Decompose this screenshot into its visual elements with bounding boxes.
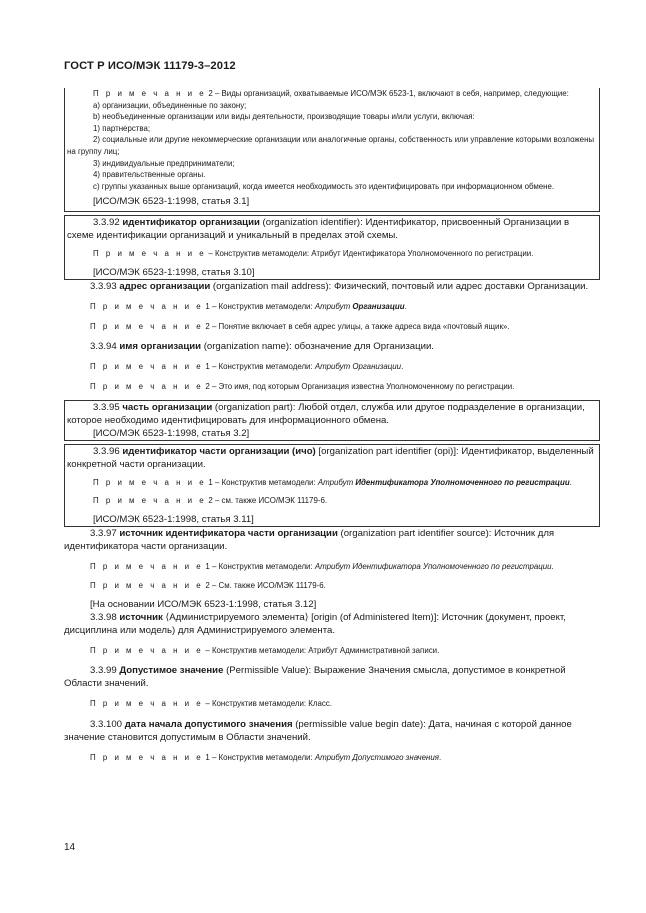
entry-definition: 3.3.92 идентификатор организации (organization identifier): Идентификатор, присвоенный Организации в схеме идентификации организаций и уникальный в пределах этой схемы. xyxy=(67,217,570,242)
source-reference: [ИСО/МЭК 6523-1:1998, статья 3.1] xyxy=(93,196,250,208)
page-number: 14 xyxy=(64,842,76,853)
page-content xyxy=(64,88,600,763)
list-item: 2) социальные или другие некоммерческие организации или аналогичные органы, собственность или управление которыми возложены на группу лиц; xyxy=(67,135,595,156)
note-paragraph: П р и м е ч а н и е 2 – Виды организаций, охватываемые ИСО/МЭК 6523-1, включают в себя, например, следующие: xyxy=(93,89,569,98)
entry-definition: 3.3.93 адрес организации (organization mail address): Физический, почтовый или адрес доставки Организации. xyxy=(90,280,589,292)
list-item: а) организации, объединенные по закону; xyxy=(93,100,247,110)
note-paragraph: П р и м е ч а н и е 2 – см. также ИСО/МЭК 11179-6. xyxy=(93,495,328,505)
entry-3-3-96 xyxy=(64,444,600,526)
entry-term: идентификатор организации xyxy=(122,217,260,229)
entry-definition: 3.3.100 дата начала допустимого значения (permissible value begin date): Дата, начиная с которой данное значение становится допустимым в Области значений. xyxy=(64,718,572,743)
entry-definition: 3.3.97 источник идентификатора части организации (organization part identifier source): Источник для идентификатора части организации. xyxy=(64,527,555,552)
entry-term: идентификатор части организации (ичо) xyxy=(122,446,316,458)
entry-definition: 3.3.98 источник ⟨Администрируемого элемента⟩ [origin (of Administered Item)]: Источник (документ, проект, дисциплина или модель) для Администрируемого элемента. xyxy=(64,611,566,636)
entry-term: часть организации xyxy=(122,402,213,414)
entry-term: дата начала допустимого значения xyxy=(124,718,293,730)
note-paragraph: П р и м е ч а н и е 2 – Это имя, под которым Организация известна Уполномоченному по регистрации. xyxy=(90,381,515,391)
note-paragraph: П р и м е ч а н и е 1 – Конструктив метамодели: Атрибут Организации. xyxy=(90,362,404,372)
list-item: 4) правительственные органы. xyxy=(93,170,206,180)
note-paragraph: П р и м е ч а н и е – Конструктив метамодели: Атрибут Идентификатора Уполномоченного по регистрации. xyxy=(93,249,534,259)
note-paragraph: П р и м е ч а н и е 1 – Конструктив метамодели: Атрибут Идентификатора Уполномоченного по регистрации. xyxy=(90,561,554,571)
list-item: b) необъединенные организации или виды деятельности, производящие товары и/или услуги, включая: xyxy=(93,112,475,122)
entry-term: Допустимое значение xyxy=(119,665,224,677)
entry-term: имя организации xyxy=(119,341,202,353)
source-reference: [ИСО/МЭК 6523-1:1998, статья 3.11] xyxy=(93,513,254,525)
entry-definition: 3.3.99 Допустимое значение (Permissible Value): Выражение Значения смысла, допустимое в конкретной Области значений. xyxy=(64,665,566,690)
entry-3-3-95 xyxy=(64,400,600,441)
entry-3-3-92 xyxy=(64,215,600,280)
list-item: с) группы указанных выше организаций, когда имеется необходимость это идентифицировать при информационном обмене. xyxy=(93,181,555,191)
entry-3-3-99 xyxy=(64,664,600,710)
note-paragraph: П р и м е ч а н и е 2 – См. также ИСО/МЭК 11179-6. xyxy=(90,581,326,591)
note-paragraph: П р и м е ч а н и е – Конструктив метамодели: Класс. xyxy=(90,699,332,709)
entry-term: источник идентификатора части организации xyxy=(119,527,338,539)
entry-definition: 3.3.94 имя организации (organization name): обозначение для Организации. xyxy=(90,341,434,353)
entry-3-3-97 xyxy=(64,527,600,611)
entry-definition: 3.3.95 часть организации (organization part): Любой отдел, служба или другое подразделение в организации, которое необходимо идентифицировать для информационного обмена. xyxy=(67,402,585,427)
entry-3-3-98 xyxy=(64,611,600,657)
note-paragraph: П р и м е ч а н и е 2 – Понятие включает в себя адрес улицы, а также адреса вида «почтовый ящик». xyxy=(90,321,510,331)
source-reference: [ИСО/МЭК 6523-1:1998, статья 3.10] xyxy=(93,266,255,278)
list-item: 1) партнерства; xyxy=(93,123,151,133)
list-item: 3) индивидуальные предприниматели; xyxy=(93,158,235,168)
source-reference: [На основании ИСО/МЭК 6523-1:1998, статья 3.12] xyxy=(90,598,317,610)
entry-definition: 3.3.96 идентификатор части организации (ичо) [organization part identifier (opi)]: Идентификатор, выделенный конкретной части организации. xyxy=(67,446,594,471)
document-header: ГОСТ Р ИСО/МЭК 11179-3–2012 xyxy=(64,60,236,72)
note-paragraph: П р и м е ч а н и е 1 – Конструктив метамодели: Атрибут Допустимого значения. xyxy=(90,752,442,762)
note-paragraph: П р и м е ч а н и е 1 – Конструктив метамодели: Атрибут Организации. xyxy=(90,301,407,311)
entry-3-3-100 xyxy=(64,718,600,764)
entry-term: источник xyxy=(119,611,163,623)
boxed-note-organization-types xyxy=(64,88,600,212)
note-paragraph: П р и м е ч а н и е 1 – Конструктив метамодели: Атрибут Идентификатора Уполномоченного по регистрации. xyxy=(93,478,572,488)
source-reference: [ИСО/МЭК 6523-1:1998, статья 3.2] xyxy=(93,428,250,440)
note-paragraph: П р и м е ч а н и е – Конструктив метамодели: Атрибут Административной записи. xyxy=(90,645,440,655)
entry-3-3-94 xyxy=(64,340,600,392)
entry-3-3-93 xyxy=(64,280,600,332)
entry-term: адрес организации xyxy=(119,280,211,292)
